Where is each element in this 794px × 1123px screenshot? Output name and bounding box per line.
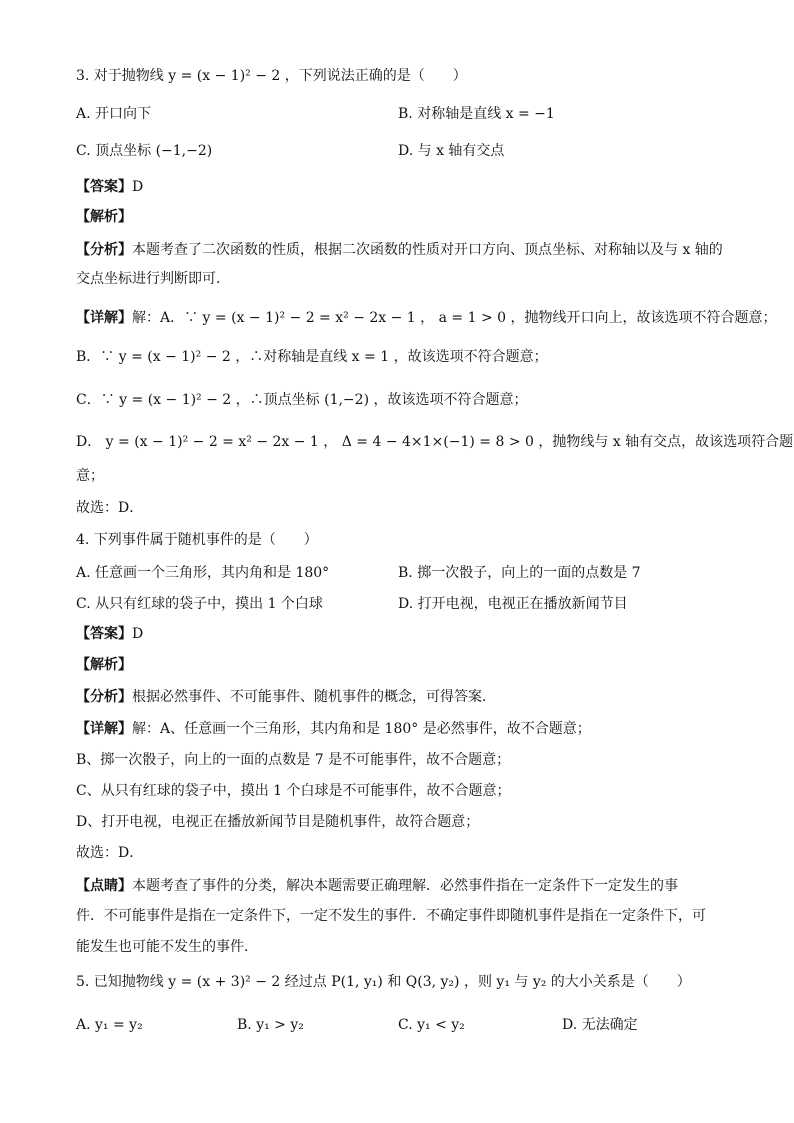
xiangjie-tag: 【详解】	[76, 310, 132, 326]
q3-fenxi-line2: 交点坐标进行判断即可．	[76, 271, 230, 287]
q5-option-c: C. y₁ < y₂	[398, 1017, 465, 1033]
q4-dianjing-line2: 件．不可能事件是指在一定条件下，一定不发生的事件．不确定事件即随机事件是指在一定条件下，可	[76, 908, 706, 924]
q5-stem: 5. 已知抛物线 y = (x + 3)² − 2 经过点 P(1, y₁) 和 Q(3, y₂) ，则 y₁ 与 y₂ 的大小关系是（ ）	[76, 974, 691, 990]
q3-xiangjie-c: C．∵ y = (x − 1)² − 2 ，∴顶点坐标 (1,−2) ，故该选项不符合题意；	[76, 392, 528, 408]
q3-option-d: D. 与 x 轴有交点	[398, 143, 505, 159]
xiangjie-tag: 【详解】	[76, 721, 132, 737]
fenxi-tag: 【分析】	[76, 242, 132, 258]
q5-option-b: B. y₁ > y₂	[237, 1017, 304, 1033]
q3-xiangjie-d2: 意；	[76, 468, 104, 484]
q4-answer-line	[76, 624, 143, 644]
q4-xiangjie-a	[76, 719, 591, 739]
q4-dianjing-line1	[76, 876, 678, 896]
q4-option-c: C. 从只有红球的袋子中，摸出 1 个白球	[76, 596, 323, 612]
answer-tag: 【答案】	[76, 179, 132, 195]
answer-tag: 【答案】	[76, 626, 132, 642]
q4-analysis-tag: 【解析】	[76, 657, 132, 673]
q3-answer-line	[76, 177, 143, 197]
q4-xiangjie-b: B、掷一次骰子，向上的一面的点数是 7 是不可能事件，故不合题意；	[76, 752, 511, 768]
q4-option-d: D. 打开电视，电视正在播放新闻节目	[398, 596, 628, 612]
xiangjie-text: 解：A．∵ y = (x − 1)² − 2 = x² − 2x − 1 ， a = 1 > 0 ，抛物线开口向上，故该选项不符合题意；	[132, 310, 777, 326]
q3-option-a: A. 开口向下	[76, 106, 152, 122]
xiangjie-text: 解：A、任意画一个三角形，其内角和是 180° 是必然事件，故不合题意；	[132, 721, 591, 737]
q4-xiangjie-c: C、从只有红球的袋子中，摸出 1 个白球是不可能事件，故不合题意；	[76, 783, 511, 799]
q4-option-a: A. 任意画一个三角形，其内角和是 180°	[76, 565, 330, 581]
q4-choose: 故选：D．	[76, 845, 144, 861]
answer-value: D	[132, 626, 144, 642]
dianjing-tag: 【点睛】	[76, 878, 132, 894]
fenxi-tag: 【分析】	[76, 689, 132, 705]
q4-stem: 4. 下列事件属于随机事件的是（ ）	[76, 532, 318, 548]
q5-option-a: A. y₁ = y₂	[76, 1017, 143, 1033]
fenxi-text: 本题考查了二次函数的性质，根据二次函数的性质对开口方向、顶点坐标、对称轴以及与 x 轴的	[132, 242, 723, 258]
q3-fenxi-line1	[76, 240, 723, 260]
q3-xiangjie-b: B．∵ y = (x − 1)² − 2 ，∴对称轴是直线 x = 1 ，故该选项不符合题意；	[76, 349, 548, 365]
q4-fenxi	[76, 687, 496, 707]
q3-xiangjie-d1: D． y = (x − 1)² − 2 = x² − 2x − 1 ， Δ = 4 − 4×1×(−1) = 8 > 0 ，抛物线与 x 轴有交点，故该选项符合题	[76, 434, 794, 450]
q4-dianjing-line3: 能发生也可能不发生的事件．	[76, 939, 258, 955]
q3-stem: 3. 对于抛物线 y = (x − 1)² − 2 ，下列说法正确的是（ ）	[76, 68, 467, 84]
q3-choose: 故选：D．	[76, 500, 144, 516]
q3-xiangjie-a	[76, 308, 777, 328]
q3-option-b: B. 对称轴是直线 x = −1	[398, 106, 555, 122]
q5-option-d: D. 无法确定	[562, 1017, 638, 1033]
answer-value: D	[132, 179, 144, 195]
q3-option-c: C. 顶点坐标 (−1,−2)	[76, 143, 213, 159]
q3-analysis-tag: 【解析】	[76, 209, 132, 225]
q4-xiangjie-d: D、打开电视，电视正在播放新闻节目是随机事件，故符合题意；	[76, 814, 480, 830]
dianjing-text: 本题考查了事件的分类，解决本题需要正确理解．必然事件指在一定条件下一定发生的事	[132, 878, 678, 894]
fenxi-text: 根据必然事件、不可能事件、随机事件的概念，可得答案．	[132, 689, 496, 705]
q4-option-b: B. 掷一次骰子，向上的一面的点数是 7	[398, 565, 641, 581]
